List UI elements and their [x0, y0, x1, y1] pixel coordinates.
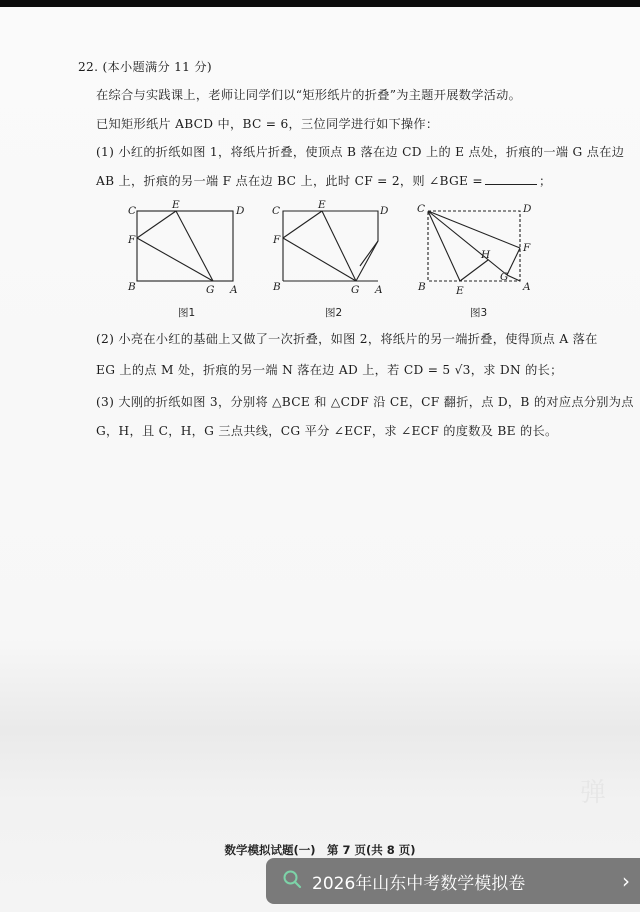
fig1-label-E: E — [172, 199, 180, 211]
fig1-label-A: A — [230, 284, 238, 296]
question-number: 22. (本小题满分 11 分) — [78, 60, 212, 74]
top-dark-band — [0, 0, 640, 7]
fig3-eh — [460, 260, 488, 281]
fig1-label-B: B — [128, 281, 136, 293]
part2-line2: EG 上的点 M 处，折痕的另一端 N 落在边 AD 上，若 CD = 5 √3，求 DN 的长； — [96, 363, 563, 377]
fig3-label-B: B — [418, 281, 426, 293]
answer-blank — [485, 174, 537, 185]
fig2-label-B: B — [273, 281, 281, 293]
fig1-caption: 图1 — [178, 307, 196, 319]
figure-1 — [137, 211, 233, 281]
fig3-fg — [507, 248, 520, 275]
fig3-cg — [428, 211, 507, 275]
part2-line1: (2) 小亮在小红的基础上又做了一次折叠，如图 2，将纸片的另一端折叠，使得顶点 A 落在 — [96, 332, 598, 346]
fig2-crease-n — [356, 241, 378, 281]
fig3-ga — [507, 275, 520, 281]
question-intro: 在综合与实践课上，老师让同学们以“矩形纸片的折叠”为主题开展数学活动。 — [96, 88, 522, 102]
fig1-label-F: F — [128, 234, 136, 246]
fig2-caption: 图2 — [325, 307, 343, 319]
figure-2 — [283, 211, 378, 281]
chevron-right-icon: › — [622, 869, 630, 893]
part3-line1: (3) 大刚的折纸如图 3，分别将 △BCE 和 △CDF 沿 CE，CF 翻折，点 D，B 的对应点分别为点 — [96, 395, 634, 409]
figures — [120, 198, 550, 320]
fig3-label-C: C — [417, 203, 426, 215]
fig1-fe — [137, 211, 176, 238]
fig3-label-A: A — [523, 281, 531, 293]
fig1-label-C: C — [128, 205, 137, 217]
part3-line2: G，H，且 C，H，G 三点共线，CG 平分 ∠ECF，求 ∠ECF 的度数及 BE 的长。 — [96, 424, 558, 438]
page-footer: 数学模拟试题(一) 第 7 页(共 8 页) — [224, 843, 416, 857]
fig3-label-D: D — [523, 203, 532, 215]
fig2-label-C: C — [272, 205, 281, 217]
watermark: 弹 — [580, 778, 607, 808]
fig2-fe — [283, 211, 322, 238]
part1-line2 — [96, 172, 551, 189]
part1-end: ； — [538, 174, 552, 188]
fig3-caption: 图3 — [470, 307, 488, 319]
part1-line1: (1) 小红的折纸如图 1，将纸片折叠，使顶点 B 落在边 CD 上的 E 点处，折痕的一端 G 点在边 — [96, 145, 625, 159]
fig1-label-G: G — [206, 284, 215, 296]
fig3-label-G: G — [500, 271, 509, 283]
fig3-label-F: F — [523, 242, 531, 254]
fig2-label-A: A — [375, 284, 383, 296]
fig2-label-F: F — [273, 234, 281, 246]
question-given: 已知矩形纸片 ABCD 中，BC = 6，三位同学进行如下操作： — [96, 117, 439, 131]
fig1-label-D: D — [236, 205, 245, 217]
fig2-label-G: G — [351, 284, 360, 296]
banner-text: 2026年山东中考数学模拟卷 — [312, 873, 526, 894]
fig3-label-E: E — [456, 285, 464, 297]
search-icon — [282, 869, 302, 894]
fig2-label-E: E — [318, 199, 326, 211]
search-banner[interactable] — [266, 858, 640, 904]
part1-text: AB 上，折痕的另一端 F 点在边 BC 上，此时 CF = 2，则 ∠BGE = — [96, 174, 483, 188]
fig2-fold-am — [360, 241, 378, 266]
fig2-label-D: D — [380, 205, 389, 217]
fig3-label-H: H — [481, 249, 491, 261]
